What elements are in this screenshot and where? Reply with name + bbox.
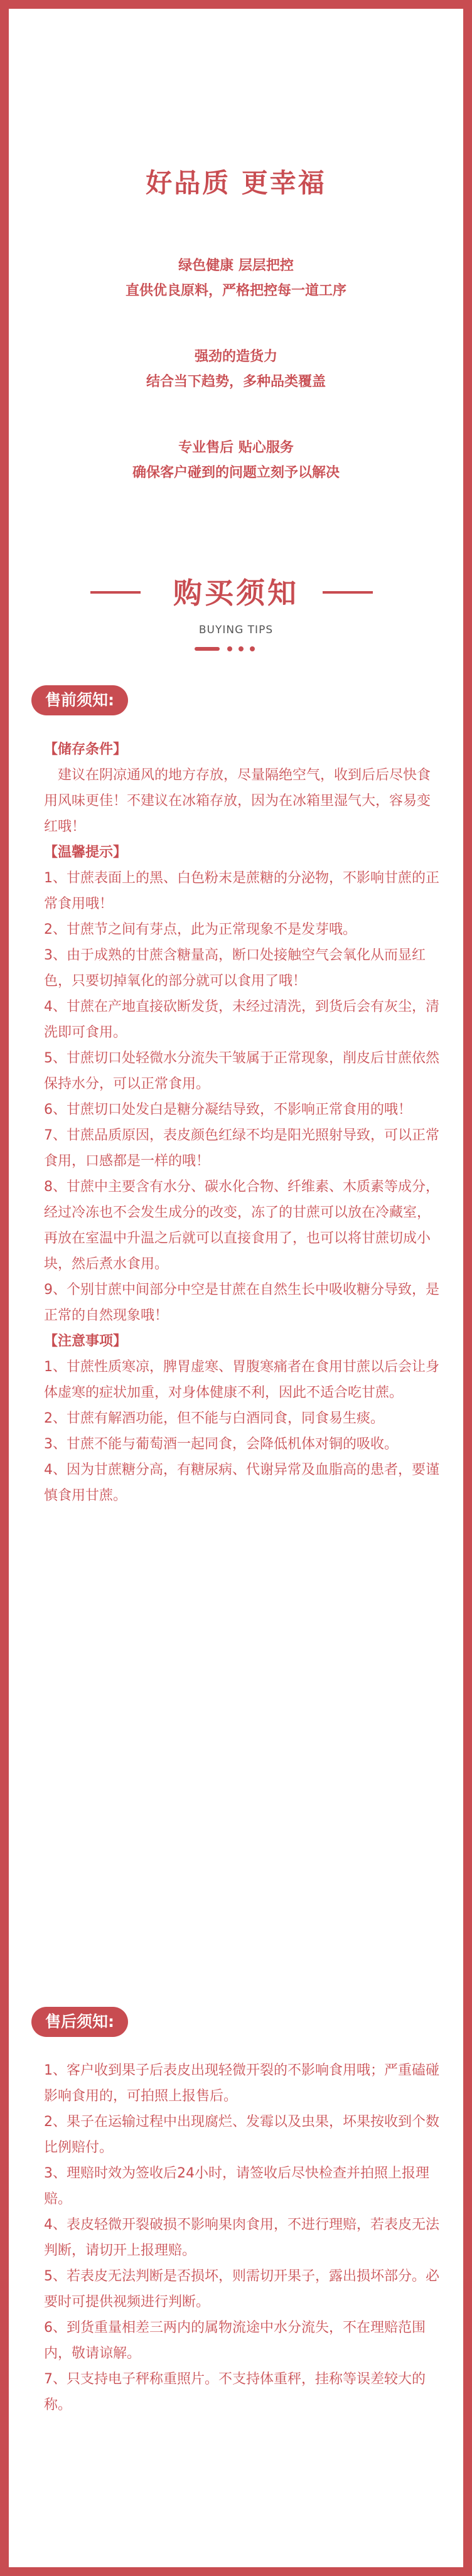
dot-ornament xyxy=(227,646,232,651)
notice-list xyxy=(44,1354,439,1509)
post-sale-label: 售后须知: xyxy=(31,2007,128,2037)
storage-text: 建议在阴凉通风的地方存放，尽量隔绝空气，收到后后尽快食用风味更佳！不建议在冰箱存放，因为在冰箱里湿气大，容易变红哦！ xyxy=(44,767,431,835)
dot-ornament xyxy=(250,646,255,651)
pre-sale-section xyxy=(44,737,439,1509)
list-item: 6、甘蔗切口处发白是糖分凝结导致，不影响正常食用的哦！ xyxy=(44,1102,412,1118)
list-item: 4、甘蔗在产地直接砍断发货，未经过清洗，到货后会有灰尘，清洗即可食用。 xyxy=(44,999,439,1040)
list-item: 5、若表皮无法判断是否损坏，则需切开果子，露出损坏部分。必要时可提供视频进行判断。 xyxy=(44,2269,439,2310)
list-item: 1、甘蔗性质寒凉，脾胃虚寒、胃腹寒痛者在食用甘蔗以后会让身体虚寒的症状加重，对身体健康不利，因此不适合吃甘蔗。 xyxy=(44,1359,439,1401)
list-item: 7、只支持电子秤称重照片。不支持体重秤，挂称等误差较大的称。 xyxy=(44,2371,426,2413)
warm-tips-heading: 【温馨提示】 xyxy=(44,845,127,860)
feature-capacity xyxy=(9,345,463,395)
list-item: 7、甘蔗品质原因，表皮颜色红绿不均是阳光照射导致，可以正常食用，口感都是一样的哦！ xyxy=(44,1128,439,1169)
post-sale-list xyxy=(44,2058,439,2418)
hero-title: 好品质 更幸福 xyxy=(146,168,326,198)
list-item: 6、到货重量相差三两内的属物流途中水分流失，不在理赔范围内，敬请谅解。 xyxy=(44,2320,426,2361)
dot-ornament xyxy=(239,646,244,651)
list-item: 4、因为甘蔗糖分高，有糖尿病、代谢异常及血脂高的患者，要谨慎食用甘蔗。 xyxy=(44,1462,439,1504)
feature-description: 确保客户碰到的问题立刻予以解决 xyxy=(132,465,340,481)
content-card xyxy=(9,9,463,2567)
decorative-dots xyxy=(195,646,264,651)
list-item: 2、甘蔗节之间有芽点，此为正常现象不是发芽哦。 xyxy=(44,922,357,938)
list-item: 3、理赔时效为签收后24小时，请签收后尽快检查并拍照上报理赔。 xyxy=(44,2166,429,2207)
feature-service xyxy=(9,436,463,486)
feature-quality xyxy=(9,254,463,304)
buying-tips-header xyxy=(9,570,463,608)
list-item: 3、由于成熟的甘蔗含糖量高，断口处接触空气会氧化从而显红色，只要切掉氧化的部分就可以食用了哦！ xyxy=(44,948,426,989)
list-item: 2、果子在运输过程中出现腐烂、发霉以及虫果，坏果按收到个数比例赔付。 xyxy=(44,2114,439,2156)
list-item: 1、甘蔗表面上的黑、白色粉末是蔗糖的分泌物，不影响甘蔗的正常食用哦！ xyxy=(44,870,439,912)
list-item: 2、甘蔗有解酒功能，但不能与白酒同食，同食易生痰。 xyxy=(44,1411,384,1426)
list-item: 5、甘蔗切口处轻微水分流失干皱属于正常现象，削皮后甘蔗依然保持水分，可以正常食用。 xyxy=(44,1050,439,1092)
list-item: 1、客户收到果子后表皮出现轻微开裂的不影响食用哦；严重磕碰影响食用的，可拍照上报售后。 xyxy=(44,2063,439,2104)
pre-sale-label: 售前须知: xyxy=(31,685,128,715)
list-item: 9、个别甘蔗中间部分中空是甘蔗在自然生长中吸收糖分导致，是正常的自然现象哦！ xyxy=(44,1282,439,1323)
buying-tips-subtitle: BUYING TIPS xyxy=(198,624,274,636)
list-item: 8、甘蔗中主要含有水分、碳水化合物、纤维素、木质素等成分，经过冷冻也不会发生成分的改变，冻了的甘蔗可以放在冷藏室，再放在室温中升温之后就可以直接食用了，也可以将甘蔗切成小块，然后煮水食用。 xyxy=(44,1179,439,1272)
buying-tips-title: 购买须知 xyxy=(173,576,299,610)
feature-heading: 绿色健康 层层把控 xyxy=(178,258,294,274)
feature-description: 直供优良原料，严格把控每一道工序 xyxy=(125,283,346,299)
storage-heading: 【储存条件】 xyxy=(44,742,127,757)
divider-right xyxy=(323,591,373,594)
feature-description: 结合当下趋势，多种品类覆盖 xyxy=(146,374,326,390)
notice-heading: 【注意事项】 xyxy=(44,1333,127,1349)
list-item: 4、表皮轻微开裂破损不影响果肉食用，不进行理赔，若表皮无法判断，请切开上报理赔。 xyxy=(44,2217,439,2258)
feature-heading: 强劲的造货力 xyxy=(194,349,277,365)
list-item: 3、甘蔗不能与葡萄酒一起同食，会降低机体对铜的吸收。 xyxy=(44,1436,398,1452)
dash-ornament xyxy=(195,647,220,651)
warm-tips-list xyxy=(44,865,439,1328)
feature-heading: 专业售后 贴心服务 xyxy=(178,440,294,456)
post-sale-section xyxy=(44,2058,439,2418)
